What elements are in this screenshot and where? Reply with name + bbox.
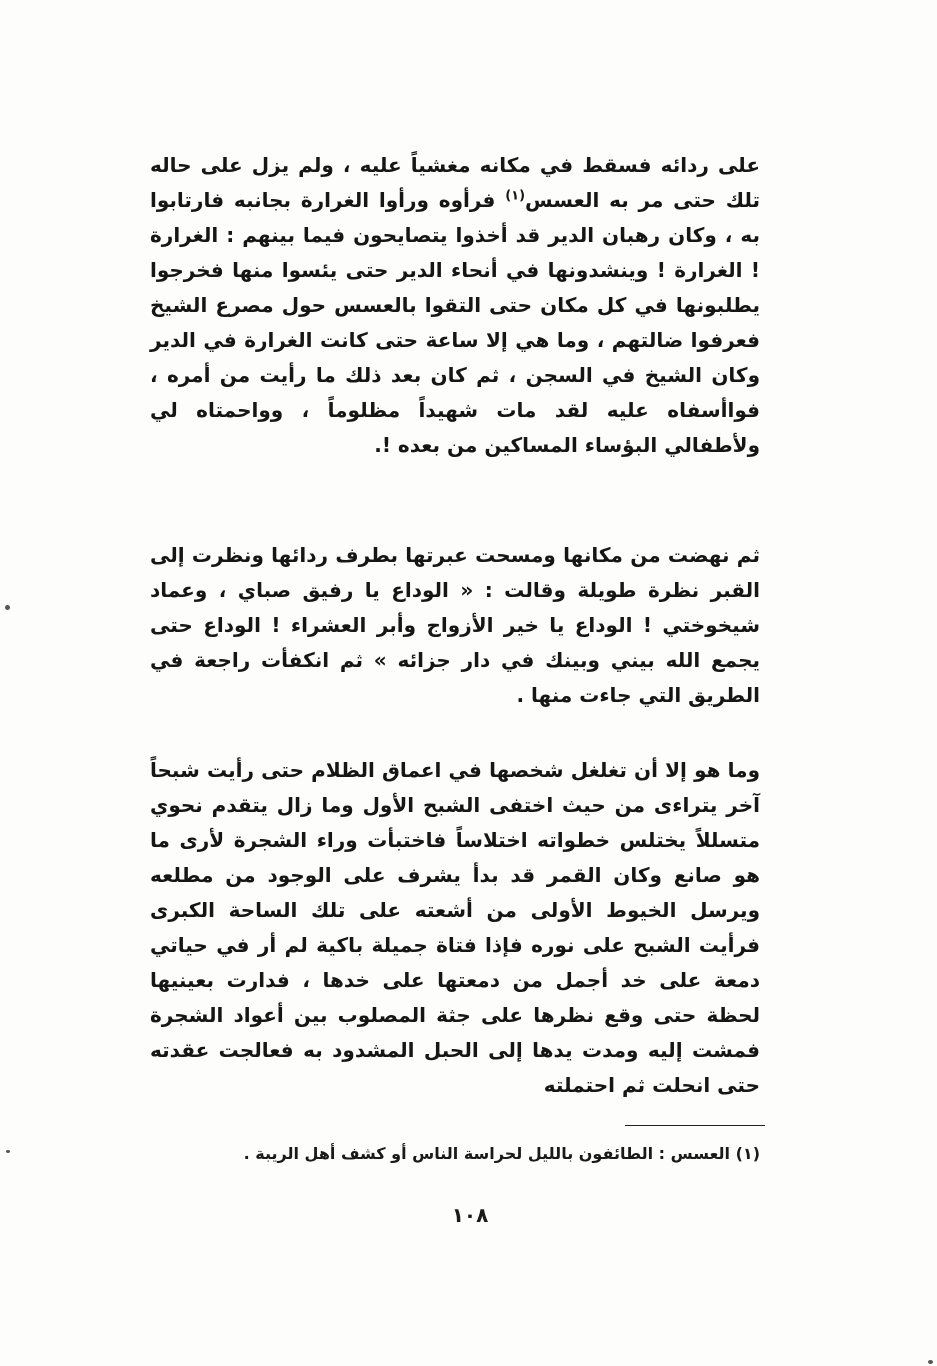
footnote-divider: [625, 1125, 765, 1126]
paragraph-3-text: وما هو إلا أن تغلغل شخصها في اعماق الظلام حتى رأيت شبحاً آخر يتراءى من حيث اختفى الشبح الأول وما زال يتقدم نحوي متسللاً يختلس خطواته اختلاساً فاختبأت وراء الشجرة لأرى ما هو صانع وكان القمر قد بدأ يشرف على الوجود من مطلعه ويرسل الخيوط الأولى من أشعته على تلك الساحة الكبرى فرأيت الشبح على نوره فإذا فتاة جميلة باكية لم أر في حياتي دمعة على خد أجمل من دمعتها على خدها ، فدارت بعينيها لحظة حتى وقع نظرها على جثة المصلوب بين أعواد الشجرة فمشت إليه ومدت يدها إلى الحبل المشدود به فعالجت عقدته حتى انحلت ثم احتملته: [150, 758, 760, 1097]
paragraph-2-text: ثم نهضت من مكانها ومسحت عبرتها بطرف ردائها ونظرت إلى القبر نظرة طويلة وقالت : « الوداع يا رفيق صباي ، وعماد شيخوختي ! الوداع يا خير الأزواج وأبر العشراء ! الوداع حتى يجمع الله بيني وبينك في دار جزائه » ثم انكفأت راجعة في الطريق التي جاءت منها .: [150, 543, 760, 707]
scan-speck: [928, 1360, 933, 1364]
paragraph-1: [150, 148, 760, 463]
paragraph-2: [150, 538, 760, 713]
paragraph-1-text-a: على ردائه فسقط في مكانه مغشياً عليه ، ولم يزل على حاله تلك حتى مر به العسس: [150, 153, 761, 212]
paragraph-3: [150, 753, 760, 1103]
footnote: (١) العسس : الطائفون بالليل لحراسة الناس أو كشف أهل الريبة .: [243, 1144, 760, 1163]
scan-speck: [5, 605, 10, 610]
page-number: ١٠٨: [451, 1203, 489, 1227]
scan-speck: [6, 1150, 10, 1153]
paragraph-1-text-b: فرأوه ورأوا الغرارة بجانبه فارتابوا به ، وكان رهبان الدير قد أخذوا يتصايحون فيما بينهم : الغرارة ! الغرارة ! وينشدونها في أنحاء الدير حتى يئسوا منها فخرجوا يطلبونها في كل مكان حتى التقوا بالعسس حول مصرع الشيخ فعرفوا ضالتهم ، وما هي إلا ساعة حتى كانت الغرارة في الدير وكان الشيخ في السجن ، ثم كان بعد ذلك ما رأيت من أمره ، فواأسفاه عليه لقد مات شهيداً مظلوماً ، وواحمتاه لي ولأطفالي البؤساء المساكين من بعده !.: [150, 188, 760, 457]
footnote-marker: (١): [505, 188, 526, 204]
